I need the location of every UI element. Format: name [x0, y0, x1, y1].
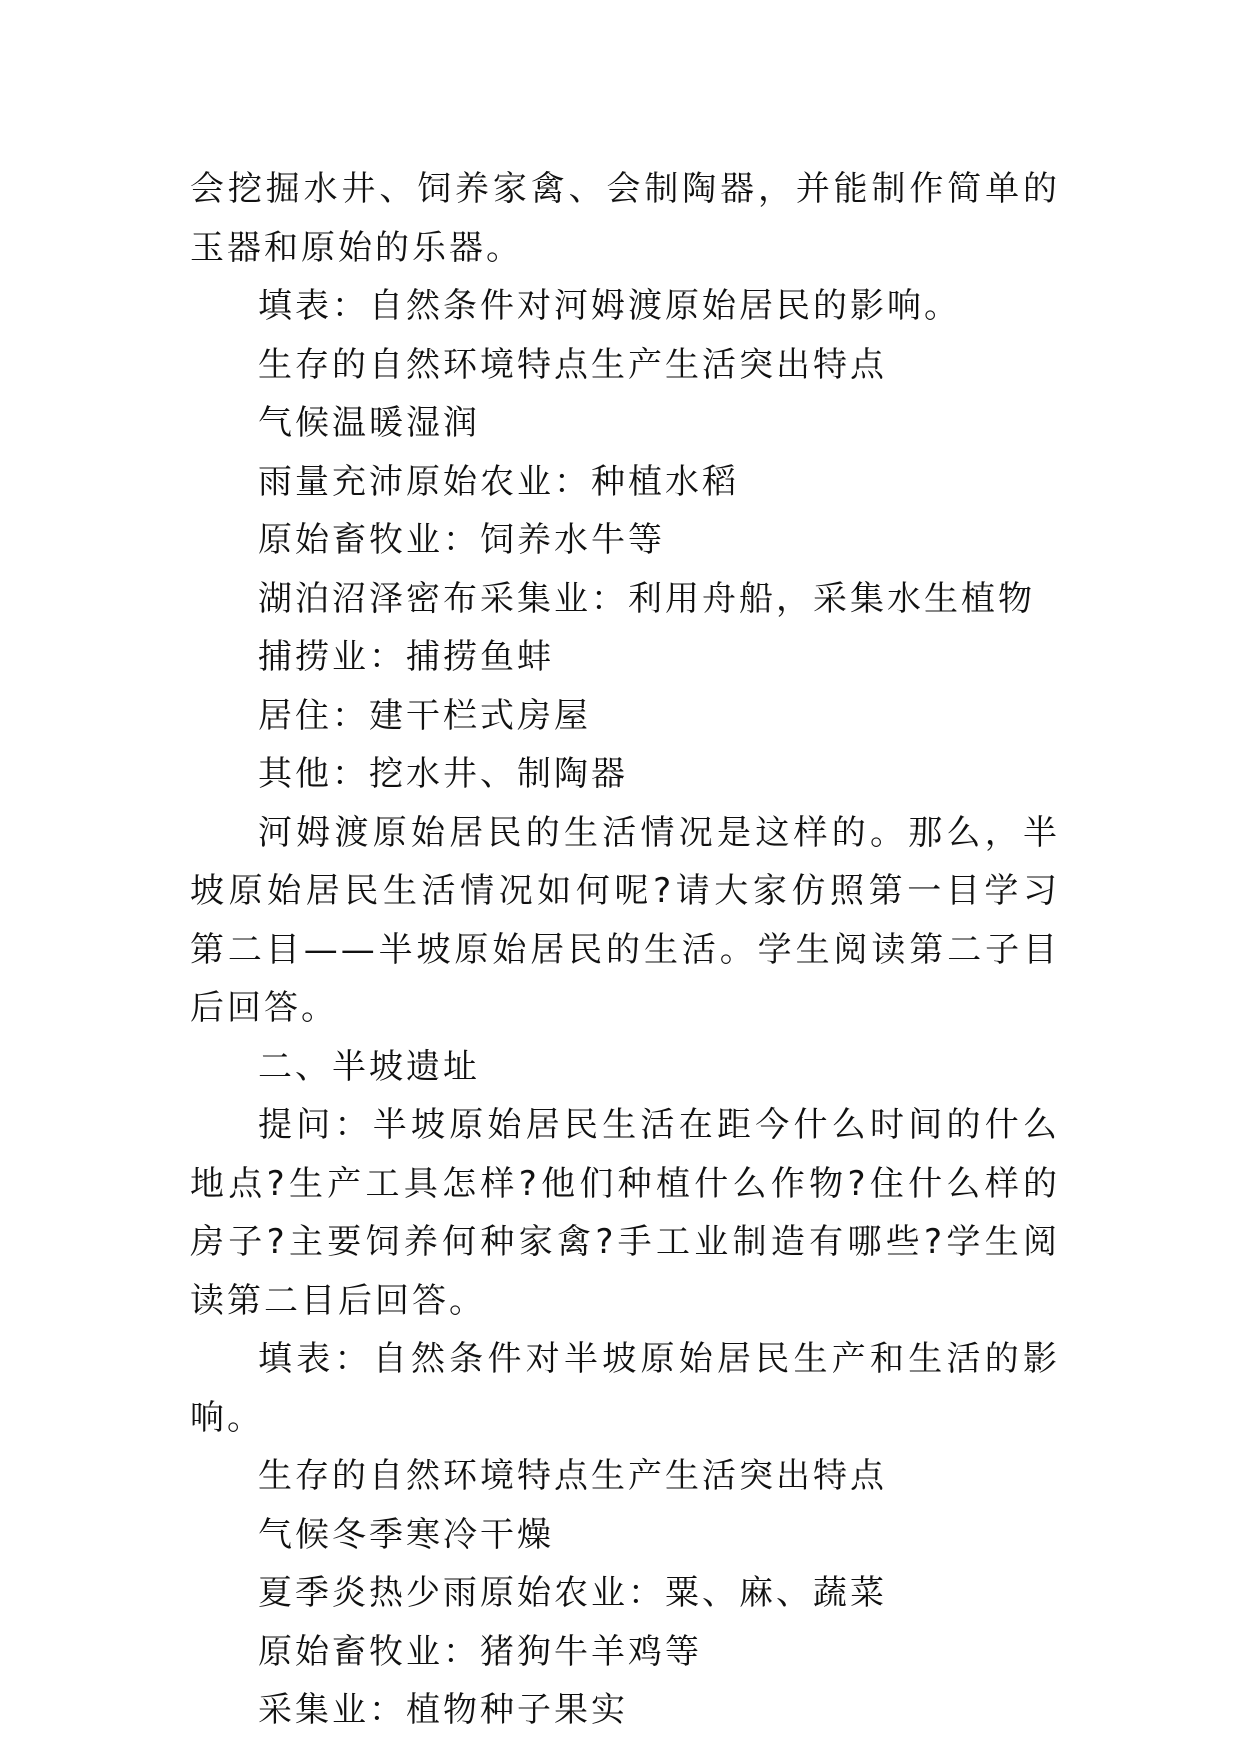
table-row-line: 雨量充沛原始农业：种植水稻	[258, 461, 739, 502]
paragraph: 河姆渡原始居民的生活情况是这样的。那么，半坡原始居民生活情况如何呢?请大家仿照第一目学习第二目——半坡原始居民的生活。学生阅读第二子目后回答。	[190, 812, 1060, 1028]
table-row-line: 居住：建干栏式房屋	[258, 695, 591, 736]
section-heading: 二、半坡遗址	[258, 1046, 480, 1087]
table-row-line: 气候温暖湿润	[258, 403, 480, 443]
table-row-line: 湖泊沼泽密布采集业：利用舟船，采集水生植物	[258, 578, 1035, 619]
table-row-line: 原始畜牧业：猪狗牛羊鸡等	[258, 1631, 702, 1672]
paragraph: 提问：半坡原始居民生活在距今什么时间的什么地点?生产工具怎样?他们种植什么作物?住什么样的房子?主要饲养何种家禽?手工业制造有哪些?学生阅读第二目后回答。	[190, 1105, 1060, 1321]
table-row-line: 气候冬季寒冷干燥	[258, 1514, 554, 1555]
paragraph: 填表：自然条件对河姆渡原始居民的影响。	[258, 286, 961, 326]
paragraph: 填表：自然条件对半坡原始居民生产和生活的影响。	[190, 1339, 1060, 1438]
table-header-line: 生存的自然环境特点生产生活突出特点	[258, 1456, 887, 1496]
table-row-line: 采集业：植物种子果实	[258, 1690, 628, 1730]
table-row-line: 其他：挖水井、制陶器	[258, 754, 628, 794]
table-header-line: 生存的自然环境特点生产生活突出特点	[258, 344, 887, 385]
table-row-line: 原始畜牧业：饲养水牛等	[258, 520, 665, 560]
document-body	[190, 160, 1060, 1740]
paragraph: 会挖掘水井、饲养家禽、会制陶器，并能制作简单的玉器和原始的乐器。	[190, 169, 1060, 268]
table-row-line: 夏季炎热少雨原始农业：粟、麻、蔬菜	[258, 1573, 887, 1613]
table-row-line: 捕捞业：捕捞鱼蚌	[258, 637, 554, 677]
